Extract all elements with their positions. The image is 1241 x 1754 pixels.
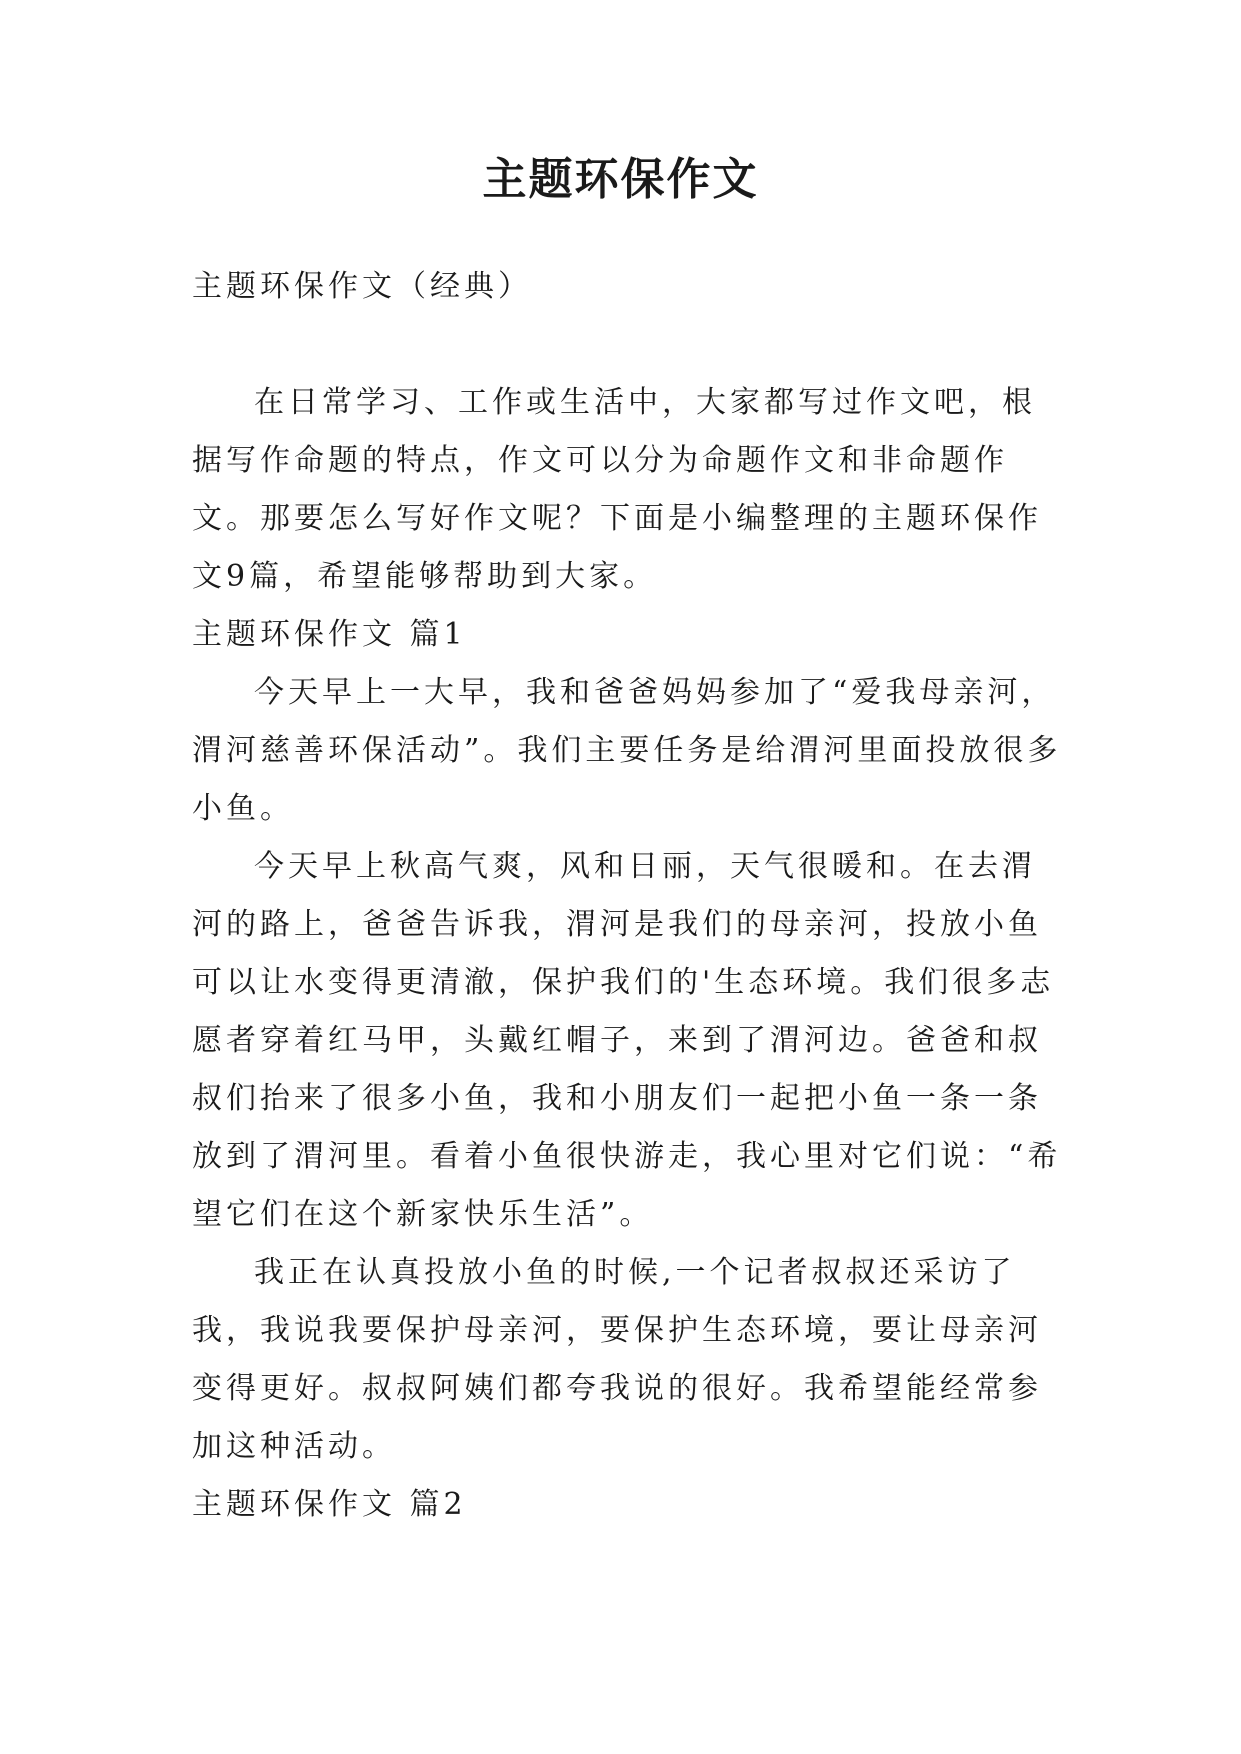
document-title: 主题环保作文: [482, 154, 759, 205]
section1-paragraph-1: 今天早上一大早，我和爸爸妈妈参加了“爱我母亲河，渭河慈善环保活动”。我们主要任务是给渭河里面投放很多小鱼。: [192, 675, 1062, 826]
section-heading-2: 主题环保作文 篇2: [192, 1487, 467, 1522]
document-subtitle: 主题环保作文（经典）: [192, 269, 532, 304]
section1-paragraph-2: 今天早上秋高气爽，风和日丽，天气很暖和。在去渭河的路上，爸爸告诉我，渭河是我们的母亲河，投放小鱼可以让水变得更清澈，保护我们的'生态环境。我们很多志愿者穿着红马甲，头戴红帽子，来到了渭河边。爸爸和叔叔们抬来了很多小鱼，我和小朋友们一起把小鱼一条一条放到了渭河里。看着小鱼很快游走，我心里对它们说：“希望它们在这个新家快乐生活”。: [192, 849, 1062, 1232]
document-body: [192, 258, 1062, 1534]
intro-paragraph: 在日常学习、工作或生活中，大家都写过作文吧，根据写作命题的特点，作文可以分为命题作文和非命题作文。那要怎么写好作文呢？下面是小编整理的主题环保作文9篇，希望能够帮助到大家。: [192, 385, 1042, 594]
section-heading-1: 主题环保作文 篇1: [192, 617, 467, 652]
section1-paragraph-3: 我正在认真投放小鱼的时候,一个记者叔叔还采访了我，我说我要保护母亲河，要保护生态环境，要让母亲河变得更好。叔叔阿姨们都夸我说的很好。我希望能经常参加这种活动。: [192, 1255, 1042, 1464]
